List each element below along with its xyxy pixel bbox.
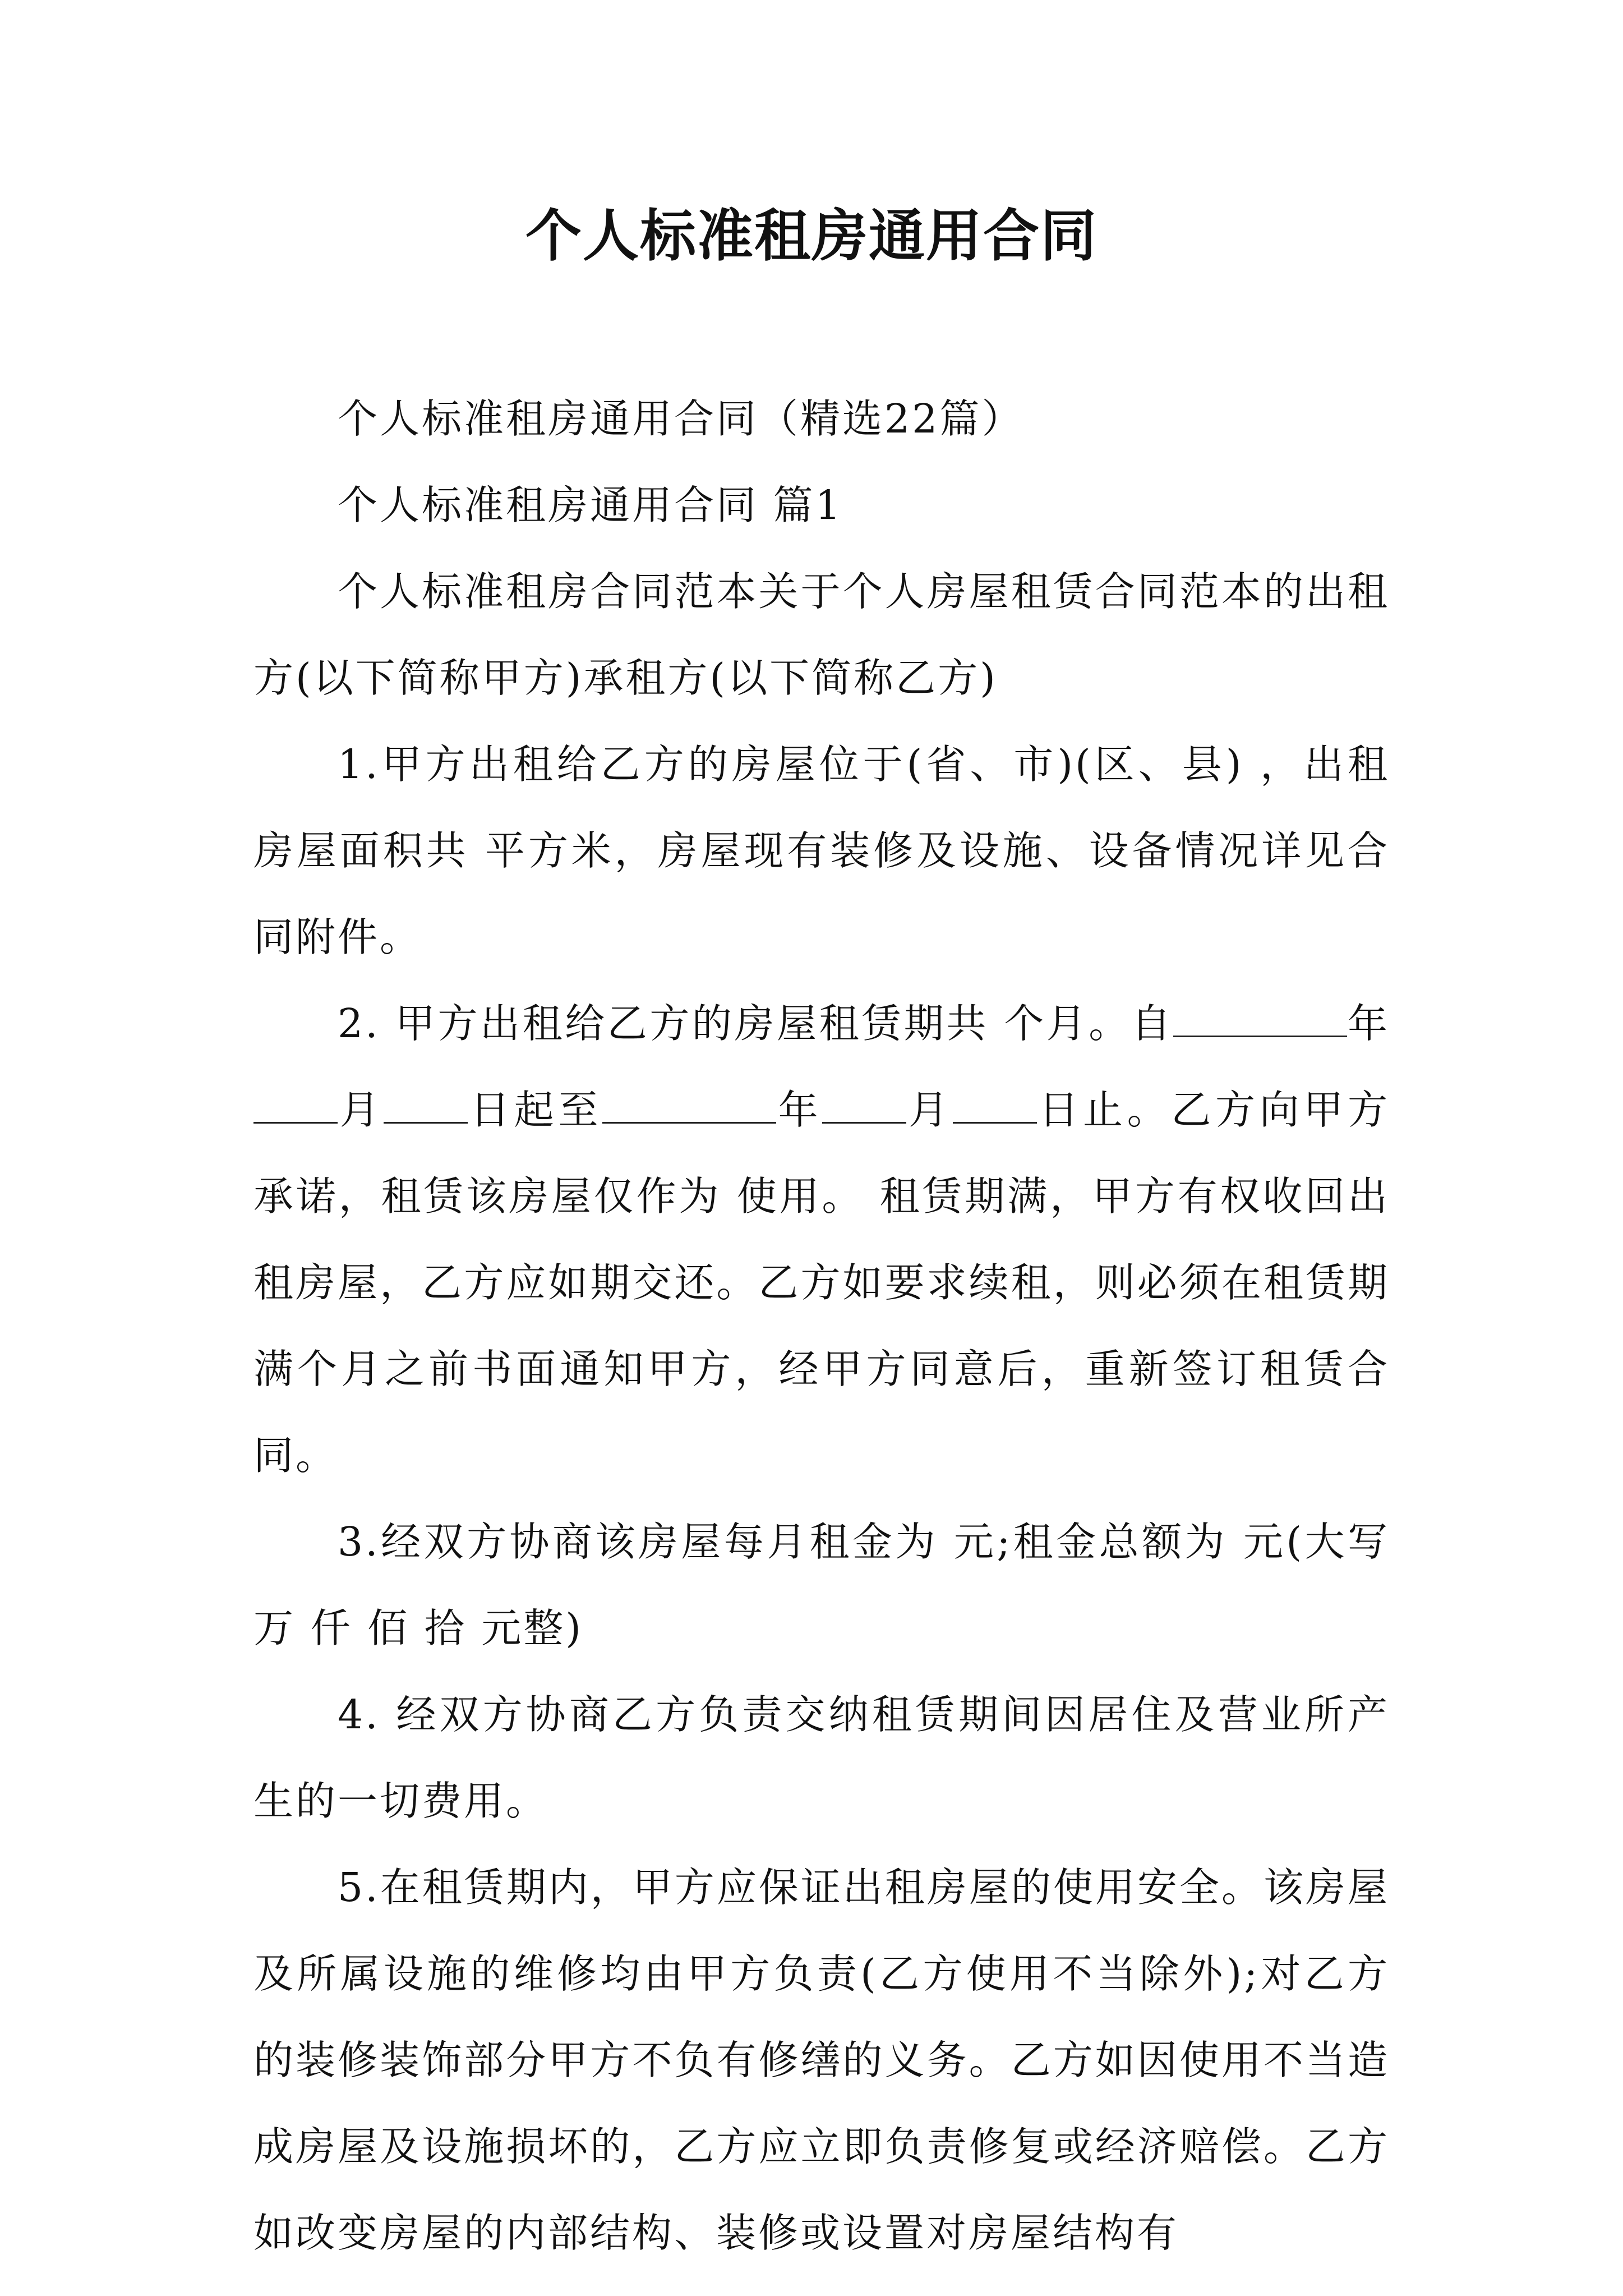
- intro-paragraph: 个人标准租房合同范本关于个人房屋租赁合同范本的出租方(以下简称甲方)承租方(以下简称乙方): [253, 568, 1390, 701]
- label-day-1: 日起至: [468, 1087, 602, 1133]
- blank-start-day: [384, 1083, 468, 1124]
- label-month-2: 月: [906, 1087, 953, 1133]
- clause-2-part-b: 日止。乙方向甲方承诺，租赁该房屋仅作为 使用。 租赁期满，甲方有权收回出租房屋，乙方应如期交还。乙方如要求续租，则必须在租赁期满个月之前书面通知甲方，经甲方同意后，重新签订租赁合同。: [253, 1087, 1390, 1479]
- clause-4: 4. 经双方协商乙方负责交纳租赁期间因居住及营业所产生的一切费用。: [253, 1691, 1390, 1824]
- clause-2: [253, 981, 1390, 1499]
- document-subtitle: 个人标准租房通用合同（精选22篇）: [338, 395, 1024, 442]
- label-year-2: 年: [776, 1087, 823, 1133]
- label-year-1: 年: [1347, 1000, 1390, 1047]
- clause-2-part-a: 2. 甲方出租给乙方的房屋租赁期共 个月。自: [338, 1000, 1174, 1047]
- clause-5: 5.在租赁期内，甲方应保证出租房屋的使用安全。该房屋及所属设施的维修均由甲方负责(乙方使用不当除外);对乙方的装修装饰部分甲方不负有修缮的义务。乙方如因使用不当造成房屋及设施损坏的，乙方应立即负责修复或经济赔偿。乙方如改变房屋的内部结构、装修或设置对房屋结构有: [253, 1864, 1390, 2256]
- clause-1: 1.甲方出租给乙方的房屋位于(省、市)(区、县) ，出租房屋面积共 平方米，房屋现有装修及设施、设备情况详见合同附件。: [253, 741, 1390, 960]
- blank-start-year: [1173, 996, 1347, 1037]
- section-heading: 个人标准租房通用合同 篇1: [338, 482, 843, 528]
- clause-3: 3.经双方协商该房屋每月租金为 元;租金总额为 元(大写 万 仟 佰 拾 元整): [253, 1519, 1390, 1651]
- blank-end-month: [822, 1083, 906, 1124]
- blank-start-month: [253, 1083, 338, 1124]
- document-body: [253, 376, 1390, 2276]
- label-month-1: 月: [338, 1087, 384, 1133]
- blank-end-year: [602, 1083, 776, 1124]
- document-title: 个人标准租房通用合同: [525, 203, 1098, 269]
- blank-end-day: [953, 1083, 1037, 1124]
